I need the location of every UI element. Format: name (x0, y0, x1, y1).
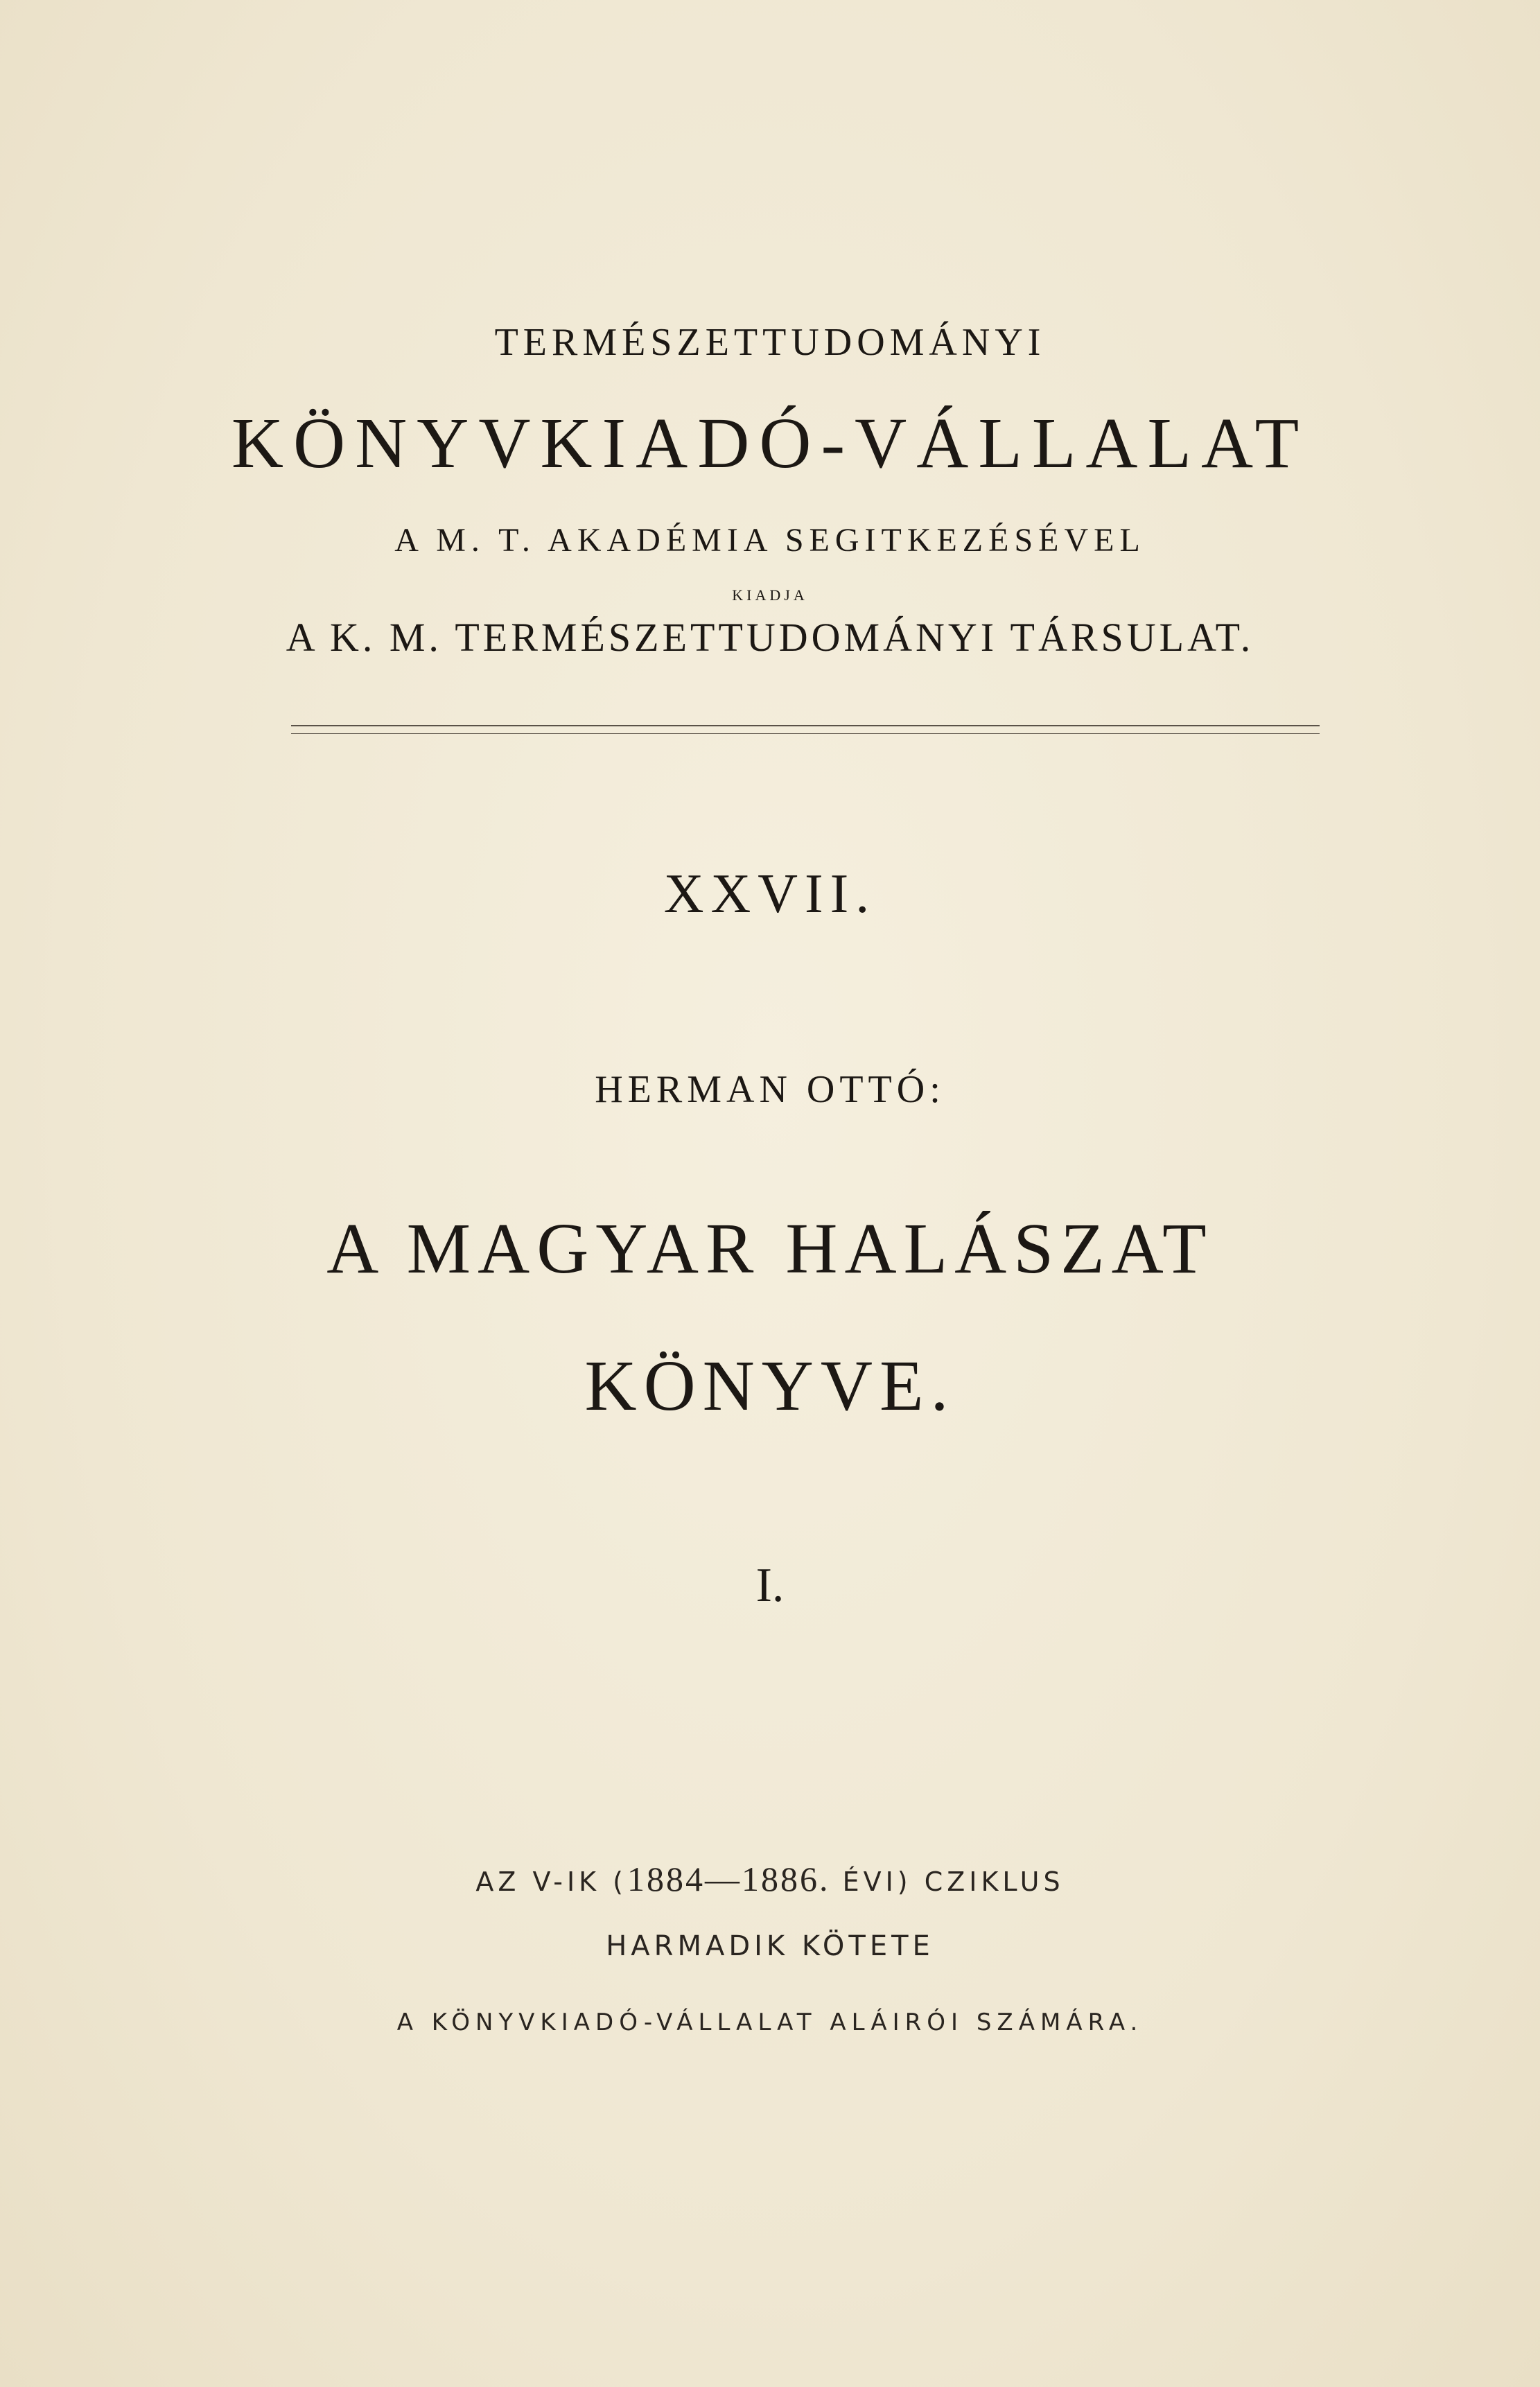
cycle-suffix: ÉVI) CZIKLUS (830, 1866, 1065, 1897)
signatories-line: A KÖNYVKIADÓ-VÁLLALAT ALÁIRÓI SZÁMÁRA. (396, 2009, 1144, 2036)
volume-number: XXVII. (663, 864, 877, 925)
cycle-years: 1884—1886. (627, 1860, 830, 1898)
third-volume-line: HARMADIK KÖTETE (606, 1930, 934, 1962)
publishing-enterprise: KÖNYVKIADÓ-VÁLLALAT (231, 403, 1309, 483)
series-name: TERMÉSZETTUDOMÁNYI (494, 321, 1046, 364)
academy-support-line: A M. T. AKADÉMIA SEGITKEZÉSÉVEL (394, 522, 1146, 559)
book-title-line-1: A MAGYAR HALÁSZAT (326, 1209, 1214, 1288)
book-title-line-2: KÖNYVE. (584, 1346, 956, 1426)
cycle-line (0, 1859, 1540, 1899)
author-name: HERMAN OTTÓ: (595, 1068, 945, 1111)
cycle-prefix: AZ V-IK ( (475, 1866, 627, 1897)
divider-rule-thin (291, 733, 1320, 734)
part-number: I. (755, 1559, 785, 1612)
publishing-society: A K. M. TERMÉSZETTUDOMÁNYI TÁRSULAT. (286, 615, 1254, 660)
divider-rule (291, 725, 1320, 726)
publishes-label: KIADJA (732, 586, 808, 604)
